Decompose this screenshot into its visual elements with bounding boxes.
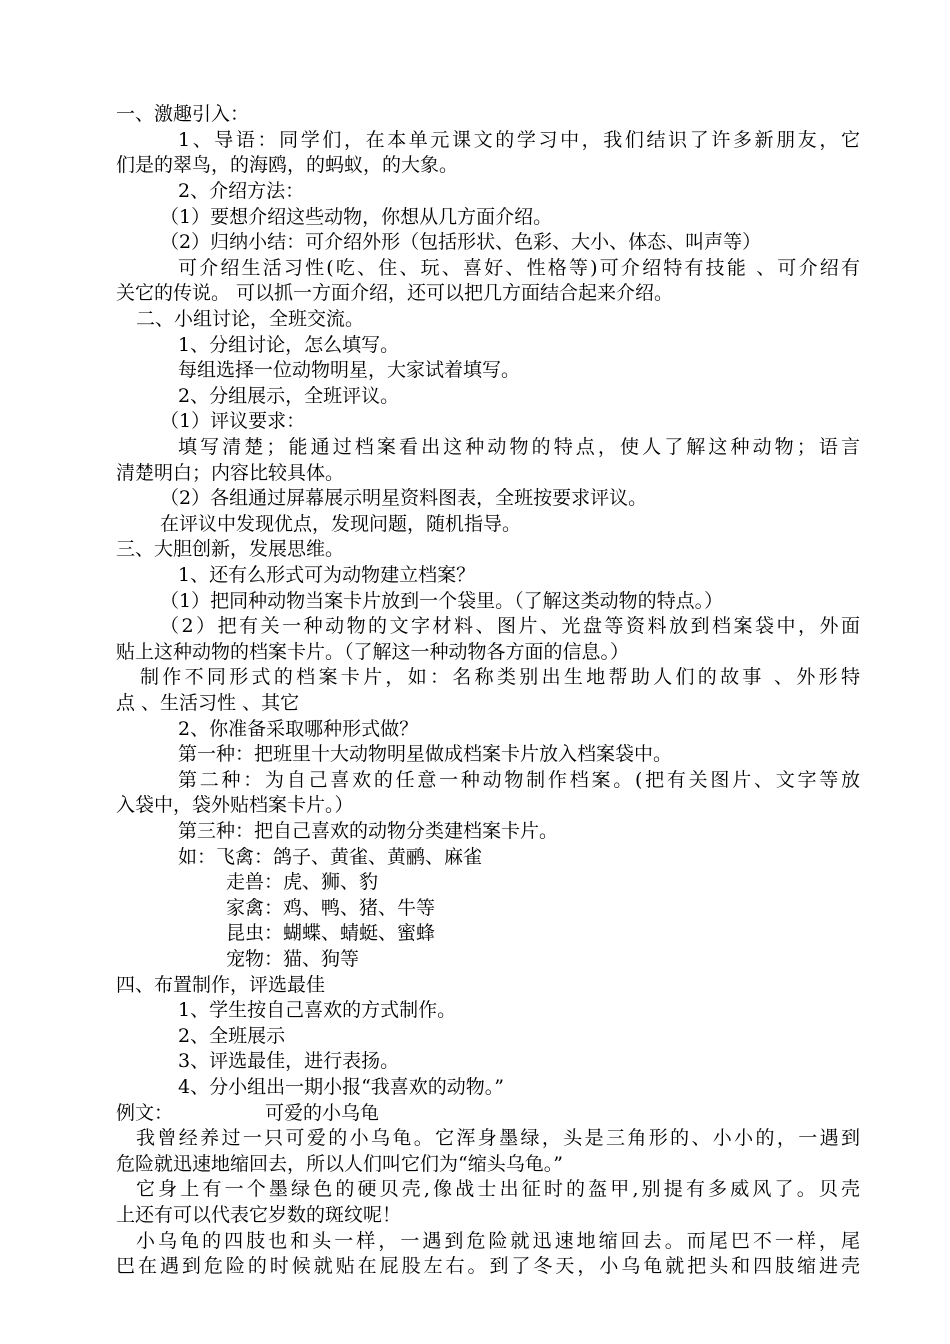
paragraph-line: 点 、生活习性 、其它 <box>116 692 300 714</box>
section-heading-3: 三、大胆创新，发展思维。 <box>116 538 345 560</box>
essay-line: 小乌龟的四肢也和头一样，一遇到危险就迅速地缩回去。而尾巴不一样，尾 <box>136 1230 860 1252</box>
paragraph-line: 们是的翠鸟，的海鸥，的蚂蚁，的大象。 <box>116 154 459 176</box>
paragraph-line: 制作不同形式的档案卡片，如：名称类别出生地帮助人们的故事 、外形特 <box>140 666 860 688</box>
paragraph-line: 1、还有么形式可为动物建立档案？ <box>178 564 476 586</box>
paragraph-line: 第一种：把班里十大动物明星做成档案卡片放入档案袋中。 <box>178 743 673 765</box>
example-title: 可爱的小乌龟 <box>265 1102 380 1124</box>
paragraph-line: （2）各组通过屏幕展示明星资料图表，全班按要求评议。 <box>160 487 648 509</box>
paragraph-line: （2）归纳小结：可介绍外形（包括形状、色彩、大小、体态、叫声等） <box>160 231 762 253</box>
category-line: 如：飞禽：鸽子、黄雀、黄鹂、麻雀 <box>178 846 483 868</box>
paragraph-line: 可介绍生活习性(吃、住、玩、喜好、性格等)可介绍特有技能 、可介绍有 <box>178 257 860 279</box>
paragraph-line: 1、导语：同学们，在本单元课文的学习中，我们结识了许多新朋友，它 <box>178 129 860 151</box>
paragraph-line: 在评议中发现优点，发现问题，随机指导。 <box>160 513 522 535</box>
paragraph-line: 清楚明白；内容比较具体。 <box>116 462 345 484</box>
paragraph-line: 贴上这种动物的档案卡片。（了解这一种动物各方面的信息。） <box>116 641 630 663</box>
essay-line: 上还有可以代表它岁数的斑纹呢！ <box>116 1204 402 1226</box>
paragraph-line: 4、分小组出一期小报“我喜欢的动物。” <box>178 1076 505 1098</box>
category-line: 家禽：鸡、鸭、猪、牛等 <box>226 897 436 919</box>
paragraph-line: 关它的传说。 可以抓一方面介绍，还可以把几方面结合起来介绍。 <box>116 282 674 304</box>
paragraph-line: 入袋中，袋外贴档案卡片。） <box>116 794 354 816</box>
paragraph-line: 2、介绍方法： <box>178 180 305 202</box>
paragraph-line: 1、学生按自己喜欢的方式制作。 <box>178 999 457 1021</box>
essay-line: 危险就迅速地缩回去，所以人们叫它们为“缩头乌龟。” <box>116 1153 563 1175</box>
essay-line: 巴在遇到危险的时候就贴在屁股左右。到了冬天，小乌龟就把头和四肢缩进壳 <box>116 1255 860 1277</box>
paragraph-line: 第三种：把自己喜欢的动物分类建档案卡片。 <box>178 820 559 842</box>
section-heading-2: 二、小组讨论，全班交流。 <box>136 308 365 330</box>
paragraph-line: （2）把有关一种动物的文字材料、图片、光盘等资料放到档案袋中，外面 <box>160 615 860 637</box>
paragraph-line: 2、全班展示 <box>178 1025 286 1047</box>
paragraph-line: 第二种：为自己喜欢的任意一种动物制作档案。(把有关图片、文字等放 <box>178 769 860 791</box>
example-line <box>116 1100 379 1126</box>
paragraph-line: 2、分组展示，全班评议。 <box>178 385 400 407</box>
paragraph-line: 填写清楚；能通过档案看出这种动物的特点，使人了解这种动物；语言 <box>178 436 860 458</box>
category-line: 走兽：虎、狮、豹 <box>226 871 379 893</box>
paragraph-line: 3、评选最佳，进行表扬。 <box>178 1050 400 1072</box>
section-heading-1: 一、激趣引入： <box>116 103 250 125</box>
essay-line: 它身上有一个墨绿色的硬贝壳,像战士出征时的盔甲,别提有多威风了。贝壳 <box>136 1178 860 1200</box>
paragraph-line: （1）把同种动物当案卡片放到一个袋里。（了解这类动物的特点。） <box>160 590 724 612</box>
paragraph-line: 2、你准备采取哪种形式做？ <box>178 718 419 740</box>
section-heading-4: 四、布置制作，评选最佳 <box>116 974 326 996</box>
category-line: 昆虫：蝴蝶、蜻蜓、蜜蜂 <box>226 922 436 944</box>
paragraph-line: 每组选择一位动物明星，大家试着填写。 <box>178 359 521 381</box>
example-label: 例文： <box>116 1102 174 1124</box>
essay-line: 我曾经养过一只可爱的小乌龟。它浑身墨绿，头是三角形的、小小的，一遇到 <box>136 1127 860 1149</box>
paragraph-line: （1）评议要求： <box>160 410 306 432</box>
category-line: 宠物：猫、狗等 <box>226 948 360 970</box>
paragraph-line: （1）要想介绍这些动物，你想从几方面介绍。 <box>160 206 553 228</box>
paragraph-line: 1、分组讨论，怎么填写。 <box>178 334 400 356</box>
